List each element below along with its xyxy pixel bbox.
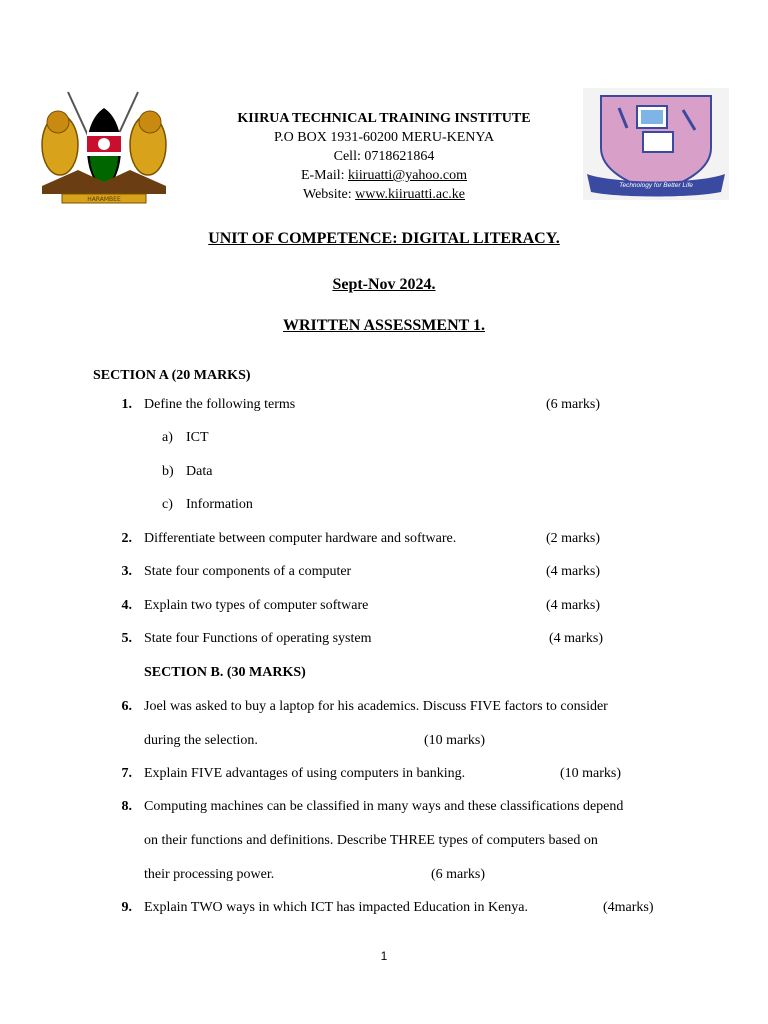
period-title: Sept-Nov 2024. [332, 276, 436, 293]
question-number: 5. [121, 631, 132, 646]
institution-name: KIIRUA TECHNICAL TRAINING INSTITUTE [237, 111, 531, 126]
institution-cell: Cell: 0718621864 [333, 149, 435, 164]
question-marks: (6 marks) [431, 867, 486, 882]
website-label: Website: [302, 187, 356, 202]
question-text-line: during the selection. [144, 733, 258, 748]
institute-motto: Technology for Better Life [619, 182, 693, 189]
question-number: 6. [121, 699, 132, 714]
question-marks: (10 marks) [560, 766, 622, 781]
question-marks: (4 marks) [546, 598, 601, 613]
question-text: Define the following terms [144, 397, 296, 412]
subitem-label: c) [162, 497, 173, 512]
section-b-heading: SECTION B. (30 MARKS) [144, 665, 306, 680]
email-link[interactable]: kiiruatti@yahoo.com [348, 168, 468, 183]
subitem-label: b) [162, 464, 174, 479]
unit-title: UNIT OF COMPETENCE: DIGITAL LITERACY. [208, 230, 560, 247]
question-text-line: their processing power. [144, 867, 275, 882]
question-number: 8. [121, 799, 132, 814]
question-text: State four components of a computer [144, 564, 352, 579]
email-label: E-Mail: [300, 168, 348, 183]
page-number: 1 [380, 949, 388, 963]
question-number: 9. [121, 900, 132, 915]
question-text: State four Functions of operating system [144, 631, 372, 646]
section-a-heading: SECTION A (20 MARKS) [93, 368, 251, 383]
subitem-text: ICT [186, 430, 209, 445]
question-text-line: Joel was asked to buy a laptop for his academics. Discuss FIVE factors to consider [144, 699, 608, 714]
question-marks: (4marks) [603, 900, 654, 915]
question-text-line: on their functions and definitions. Describe THREE types of computers based on [144, 833, 598, 848]
question-text: Explain TWO ways in which ICT has impacted Education in Kenya. [144, 900, 529, 915]
assessment-title: WRITTEN ASSESSMENT 1. [283, 317, 485, 334]
question-number: 3. [121, 564, 132, 579]
subitem-text: Data [186, 464, 213, 479]
question-marks: (10 marks) [424, 733, 486, 748]
question-number: 4. [121, 598, 132, 613]
question-text: Differentiate between computer hardware and software. [144, 531, 457, 546]
subitem-label: a) [162, 430, 173, 445]
question-marks: (2 marks) [546, 531, 601, 546]
question-marks: (6 marks) [546, 397, 601, 412]
institution-address: P.O BOX 1931-60200 MERU-KENYA [273, 130, 495, 145]
subitem-text: Information [186, 497, 253, 512]
question-marks: (4 marks) [549, 631, 604, 646]
question-text-line: Computing machines can be classified in many ways and these classifications depend [144, 799, 624, 814]
question-text: Explain FIVE advantages of using computers in banking. [144, 766, 466, 781]
question-number: 2. [121, 531, 132, 546]
question-number: 7. [121, 766, 132, 781]
institute-logo [583, 88, 729, 200]
question-number: 1. [121, 397, 132, 412]
question-text: Explain two types of computer software [144, 598, 369, 613]
website-link[interactable]: www.kiiruatti.ac.ke [355, 187, 466, 202]
question-marks: (4 marks) [546, 564, 601, 579]
svg-text:HARAMBEE: HARAMBEE [87, 196, 121, 203]
